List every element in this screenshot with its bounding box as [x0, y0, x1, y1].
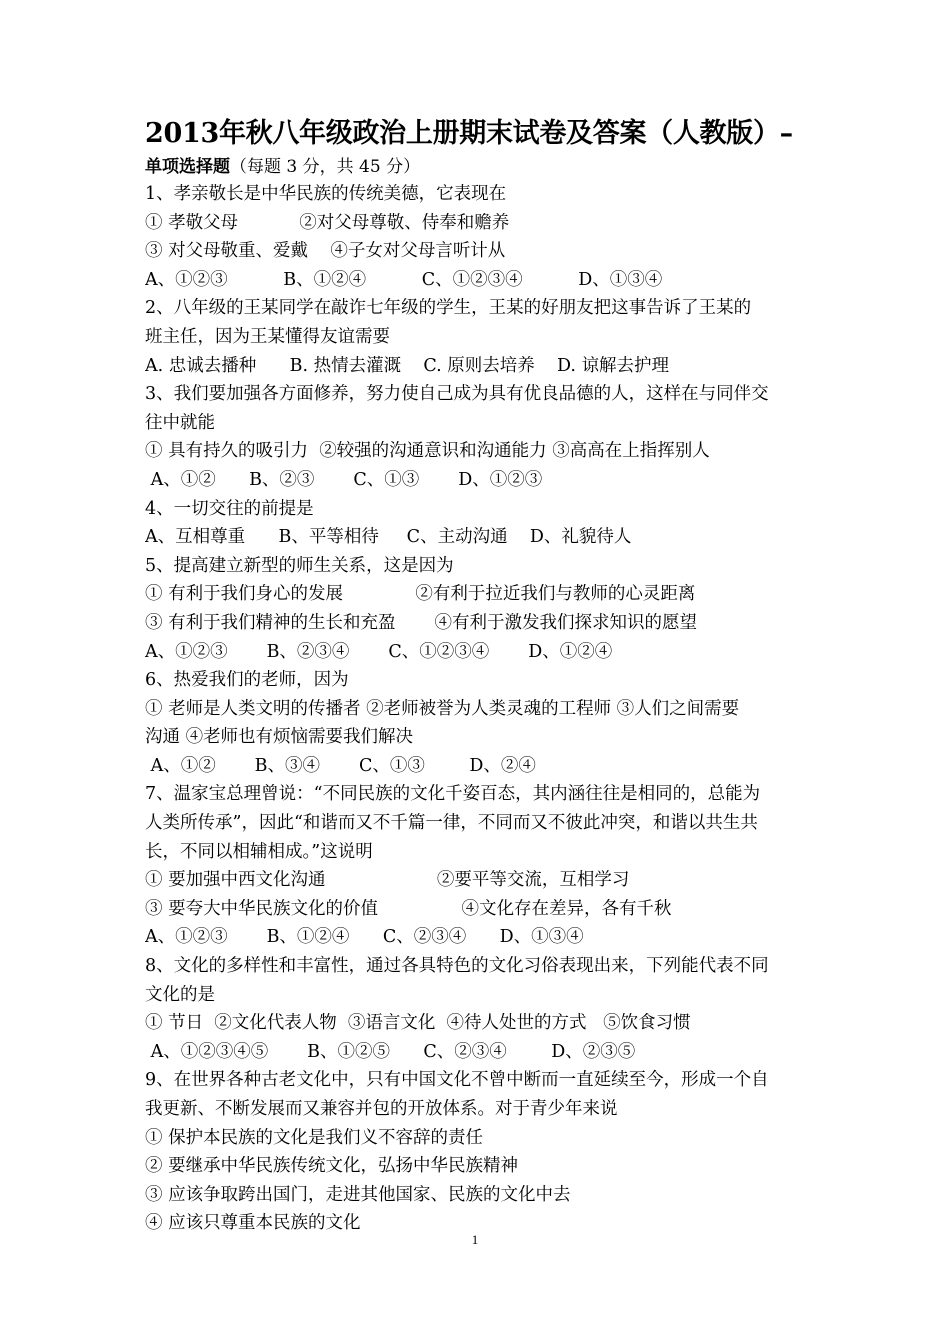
text-line: 2、八年级的王某同学在敲诈七年级的学生，王某的好朋友把这事告诉了王某的: [145, 298, 752, 319]
text-line: A、①②③ B、①②④ C、①②③④ D、①③④: [145, 269, 663, 290]
text-line: A、①② B、③④ C、①③ D、②④: [145, 755, 536, 776]
page-number: 1: [471, 1232, 479, 1247]
text-line: ① 要加强中西文化沟通 ②要平等交流，互相学习: [145, 870, 630, 891]
text-line: 沟通 ④老师也有烦恼需要我们解决: [145, 727, 414, 748]
text-line: A、①②③④⑤ B、①②⑤ C、②③④ D、②③⑤: [145, 1041, 636, 1062]
text-line: 8、文化的多样性和丰富性，通过各具特色的文化习俗表现出来，下列能代表不同: [145, 956, 769, 977]
text-line: 人类所传承”，因此“和谐而又不千篇一律，不同而又不彼此冲突，和谐以共生共: [145, 813, 758, 834]
text-line: A、互相尊重 B、平等相待 C、主动沟通 D、礼貌待人: [145, 527, 632, 548]
text-line: 9、在世界各种古老文化中，只有中国文化不曾中断而一直延续至今，形成一个自: [145, 1070, 769, 1091]
text-line: A、①②③ B、②③④ C、①②③④ D、①②④: [145, 641, 613, 662]
text-line: 3、我们要加强各方面修养，努力使自己成为具有优良品德的人，这样在与同伴交: [145, 384, 769, 405]
section-heading: 单项选择题: [145, 157, 230, 177]
text-line: ③ 应该争取跨出国门，走进其他国家、民族的文化中去: [145, 1184, 571, 1205]
text-line: 5、提高建立新型的师生关系，这是因为: [145, 555, 454, 576]
text-line: 文化的是: [145, 984, 215, 1005]
text-line: A. 忠诚去播种 B. 热情去灌溉 C. 原则去培养 D. 谅解去护理: [145, 355, 670, 376]
question-text: [145, 180, 813, 1238]
text-line: 7、温家宝总理曾说：“不同民族的文化千姿百态，其内涵往往是相同的，总能为: [145, 784, 761, 805]
text-line: 我更新、不断发展而又兼容并包的开放体系。对于青少年来说: [145, 1099, 618, 1119]
text-line: 1、孝亲敬长是中华民族的传统美德，它表现在: [145, 184, 507, 204]
text-line: 4、一切交往的前提是: [145, 498, 314, 519]
text-line: ③ 对父母敬重、爱戴 ④子女对父母言听计从: [145, 241, 506, 262]
section-note: （每题 3 分，共 45 分）: [230, 157, 421, 177]
text-line: ① 老师是人类文明的传播者 ②老师被誉为人类灵魂的工程师 ③人们之间需要: [145, 698, 740, 719]
text-line: A、①② B、②③ C、①③ D、①②③: [145, 469, 543, 490]
document-body: [145, 114, 813, 1238]
text-line: ① 节日 ②文化代表人物 ③语言文化 ④待人处世的方式 ⑤饮食习惯: [145, 1013, 691, 1034]
text-line: ③ 有利于我们精神的生长和充盈 ④有利于激发我们探求知识的愿望: [145, 612, 697, 633]
text-line: ① 有利于我们身心的发展 ②有利于拉近我们与教师的心灵距离: [145, 584, 696, 605]
text-line: 6、热爱我们的老师，因为: [145, 670, 349, 691]
text-line: ① 具有持久的吸引力 ②较强的沟通意识和沟通能力 ③高高在上指挥别人: [145, 441, 710, 462]
text-line: ④ 应该只尊重本民族的文化: [145, 1213, 361, 1234]
text-line: ② 要继承中华民族传统文化，弘扬中华民族精神: [145, 1156, 519, 1177]
text-line: ③ 要夸大中华民族文化的价值 ④文化存在差异，各有千秋: [145, 898, 672, 919]
text-line: ① 孝敬父母 ②对父母尊敬、侍奉和赡养: [145, 212, 510, 233]
text-line: 往中就能: [145, 412, 215, 433]
section-heading-line: [145, 154, 813, 180]
text-line: 长，不同以相辅相成。”这说明: [145, 841, 373, 862]
text-line: A、①②③ B、①②④ C、②③④ D、①③④: [145, 927, 584, 948]
text-line: 班主任，因为王某懂得友谊需要: [145, 326, 390, 347]
document-title: 2013年秋八年级政治上册期末试卷及答案（人教版）–: [145, 118, 793, 149]
text-line: ① 保护本民族的文化是我们义不容辞的责任: [145, 1127, 484, 1148]
